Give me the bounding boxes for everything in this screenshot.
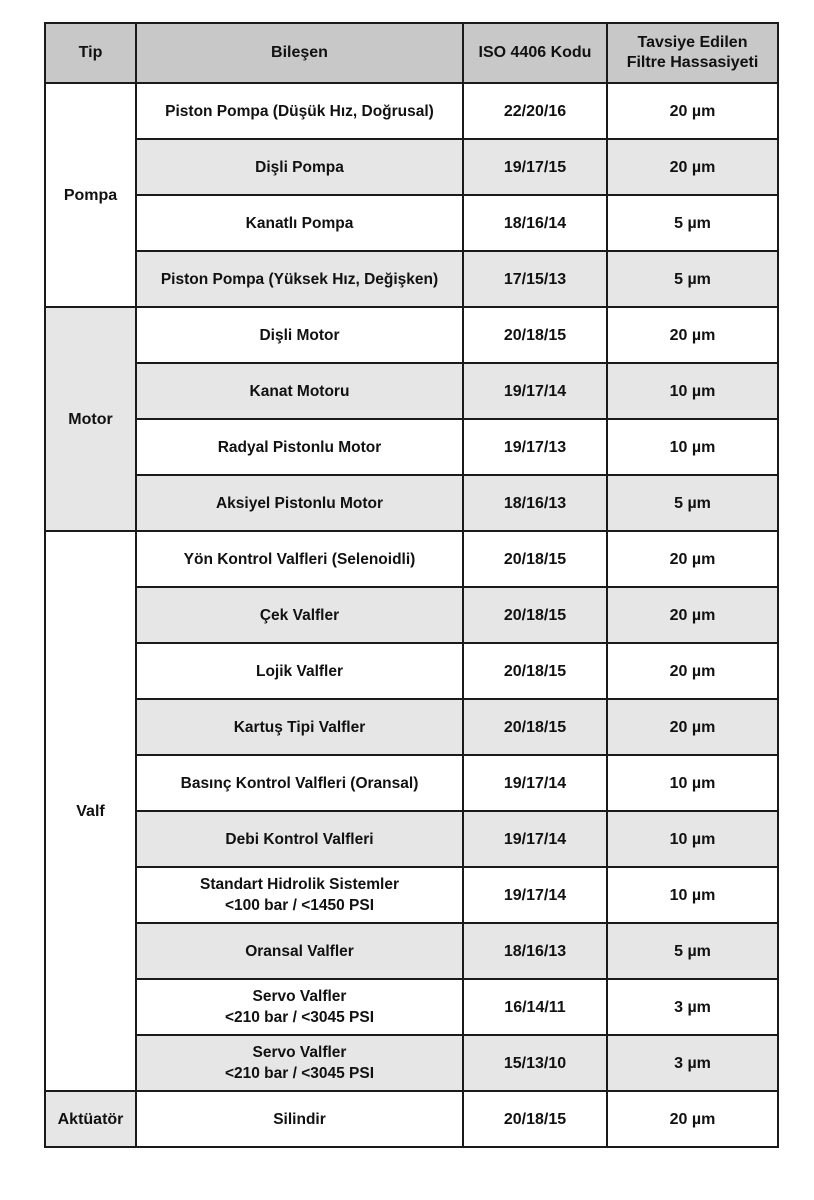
component-cell: Piston Pompa (Yüksek Hız, Değişken) [136, 251, 463, 307]
iso-code-cell: 19/17/14 [463, 755, 607, 811]
component-cell: Çek Valfler [136, 587, 463, 643]
table-row [45, 979, 778, 1035]
component-cell: Dişli Pompa [136, 139, 463, 195]
table-row [45, 531, 778, 587]
table-row [45, 699, 778, 755]
filter-rating-cell: 10 µm [607, 363, 778, 419]
iso-code-cell: 16/14/11 [463, 979, 607, 1035]
iso-code-cell: 19/17/14 [463, 867, 607, 923]
header-iso-code: ISO 4406 Kodu [463, 23, 607, 83]
table-row [45, 811, 778, 867]
filter-rating-cell: 5 µm [607, 251, 778, 307]
component-cell: Aksiyel Pistonlu Motor [136, 475, 463, 531]
table-row [45, 139, 778, 195]
component-cell: Lojik Valfler [136, 643, 463, 699]
component-cell: Oransal Valfler [136, 923, 463, 979]
component-cell: Kartuş Tipi Valfler [136, 699, 463, 755]
filter-rating-cell: 20 µm [607, 83, 778, 139]
contamination-spec-table [44, 22, 779, 1148]
table-row [45, 867, 778, 923]
iso-code-cell: 20/18/15 [463, 643, 607, 699]
filter-rating-cell: 10 µm [607, 755, 778, 811]
filter-rating-cell: 5 µm [607, 195, 778, 251]
iso-code-cell: 19/17/14 [463, 811, 607, 867]
filter-rating-cell: 20 µm [607, 643, 778, 699]
header-row [45, 23, 778, 83]
iso-code-cell: 20/18/15 [463, 587, 607, 643]
component-cell: Radyal Pistonlu Motor [136, 419, 463, 475]
type-cell: Motor [45, 307, 136, 531]
header-component: Bileşen [136, 23, 463, 83]
iso-code-cell: 18/16/13 [463, 475, 607, 531]
filter-rating-cell: 5 µm [607, 475, 778, 531]
filter-rating-cell: 20 µm [607, 587, 778, 643]
filter-rating-cell: 20 µm [607, 1091, 778, 1147]
header-type: Tip [45, 23, 136, 83]
filter-rating-cell: 20 µm [607, 139, 778, 195]
filter-rating-cell: 10 µm [607, 867, 778, 923]
iso-code-cell: 22/20/16 [463, 83, 607, 139]
component-cell: Piston Pompa (Düşük Hız, Doğrusal) [136, 83, 463, 139]
table-row [45, 83, 778, 139]
table-row [45, 587, 778, 643]
component-cell: Yön Kontrol Valfleri (Selenoidli) [136, 531, 463, 587]
table-row [45, 1091, 778, 1147]
component-cell: Basınç Kontrol Valfleri (Oransal) [136, 755, 463, 811]
iso-code-cell: 18/16/13 [463, 923, 607, 979]
component-cell: Servo Valfler <210 bar / <3045 PSI [136, 979, 463, 1035]
table-body [45, 83, 778, 1147]
type-cell: Aktüatör [45, 1091, 136, 1147]
iso-code-cell: 19/17/15 [463, 139, 607, 195]
component-cell: Kanatlı Pompa [136, 195, 463, 251]
iso-code-cell: 19/17/14 [463, 363, 607, 419]
iso-code-cell: 18/16/14 [463, 195, 607, 251]
table-row [45, 195, 778, 251]
iso-code-cell: 19/17/13 [463, 419, 607, 475]
filter-rating-cell: 3 µm [607, 1035, 778, 1091]
header-filter-rating: Tavsiye Edilen Filtre Hassasiyeti [607, 23, 778, 83]
filter-rating-cell: 20 µm [607, 699, 778, 755]
iso-code-cell: 20/18/15 [463, 531, 607, 587]
table-row [45, 419, 778, 475]
type-cell: Valf [45, 531, 136, 1091]
filter-rating-cell: 3 µm [607, 979, 778, 1035]
table-row [45, 475, 778, 531]
filter-rating-cell: 10 µm [607, 419, 778, 475]
component-cell: Servo Valfler <210 bar / <3045 PSI [136, 1035, 463, 1091]
table-row [45, 755, 778, 811]
filter-rating-cell: 20 µm [607, 531, 778, 587]
component-cell: Standart Hidrolik Sistemler <100 bar / <1450 PSI [136, 867, 463, 923]
component-cell: Silindir [136, 1091, 463, 1147]
iso-code-cell: 20/18/15 [463, 1091, 607, 1147]
filter-rating-cell: 5 µm [607, 923, 778, 979]
component-cell: Debi Kontrol Valfleri [136, 811, 463, 867]
iso-code-cell: 15/13/10 [463, 1035, 607, 1091]
filter-rating-cell: 20 µm [607, 307, 778, 363]
table-header [45, 23, 778, 83]
iso-code-cell: 20/18/15 [463, 307, 607, 363]
table-row [45, 307, 778, 363]
table-row [45, 923, 778, 979]
filter-rating-cell: 10 µm [607, 811, 778, 867]
table-row [45, 643, 778, 699]
component-cell: Dişli Motor [136, 307, 463, 363]
table-row [45, 363, 778, 419]
iso-code-cell: 17/15/13 [463, 251, 607, 307]
table-row [45, 251, 778, 307]
iso-code-cell: 20/18/15 [463, 699, 607, 755]
component-cell: Kanat Motoru [136, 363, 463, 419]
type-cell: Pompa [45, 83, 136, 307]
table-row [45, 1035, 778, 1091]
